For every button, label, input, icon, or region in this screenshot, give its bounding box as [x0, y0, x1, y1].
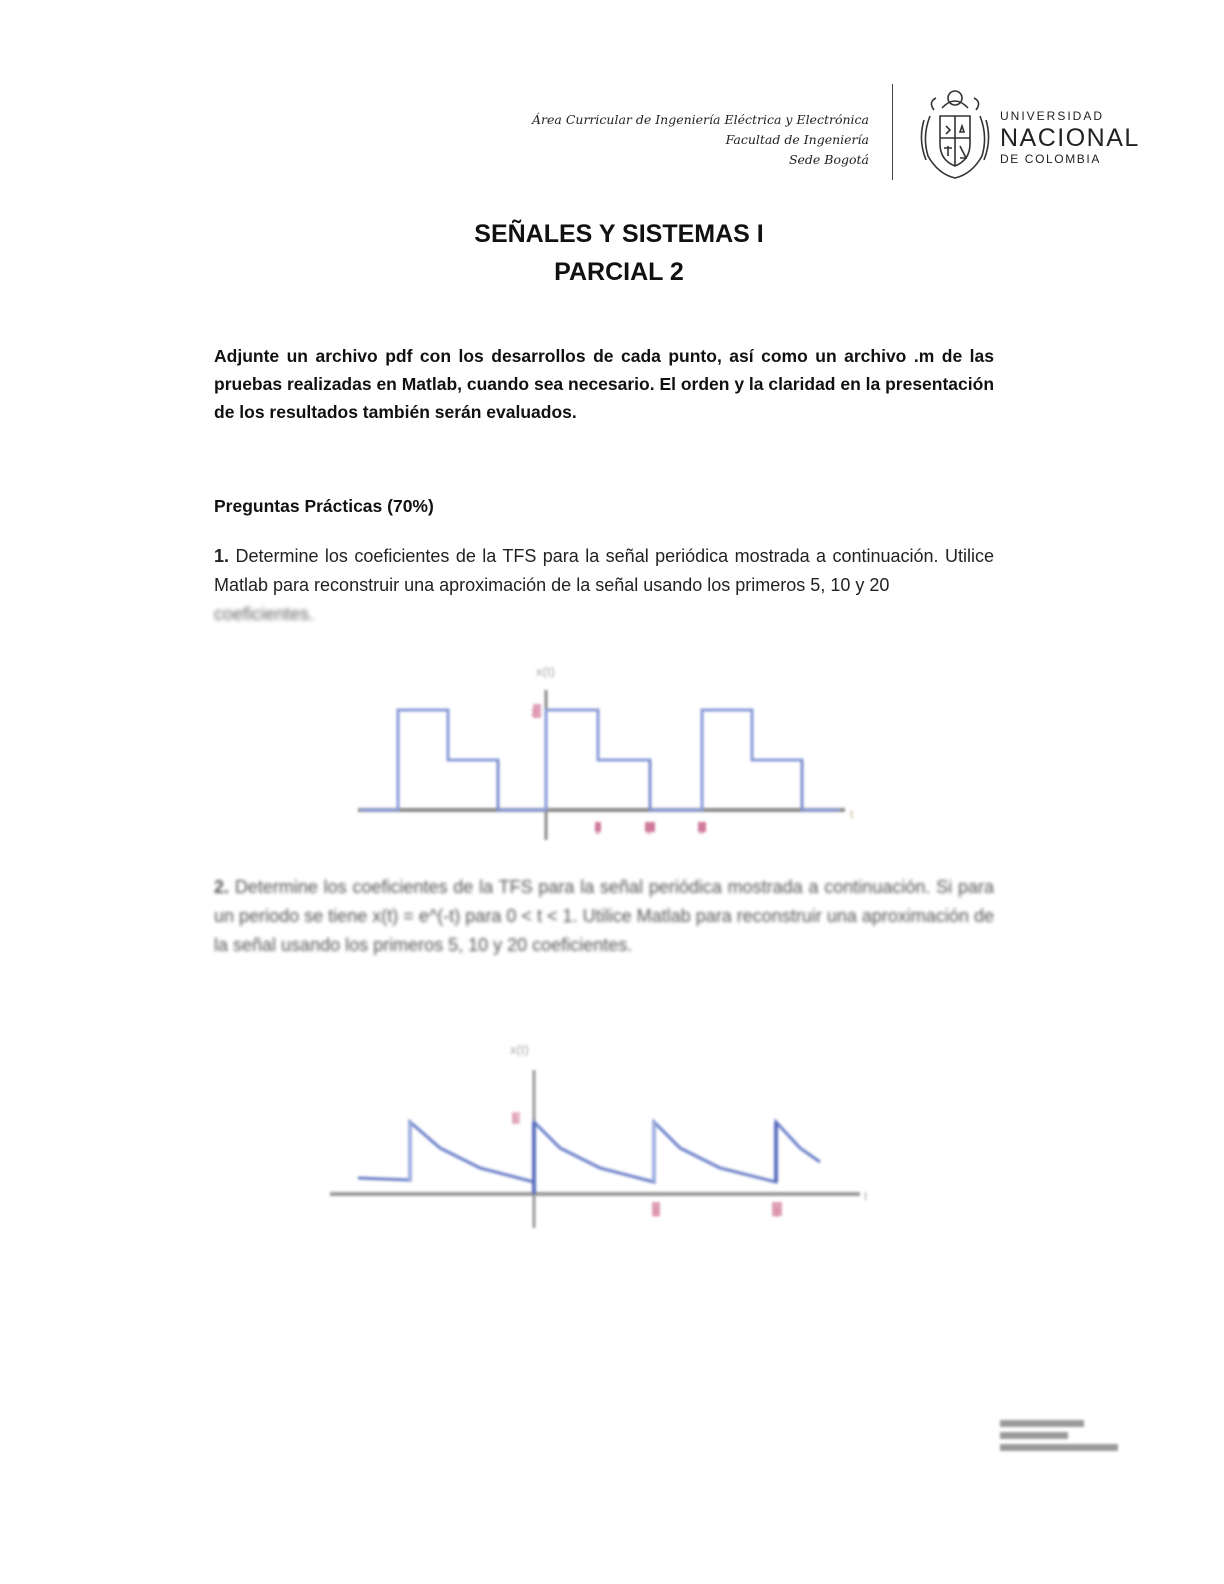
fig2-xlabel: t: [864, 1189, 868, 1203]
university-line2: NACIONAL: [1000, 124, 1140, 152]
fig2-tick-label-2: 2: [774, 1208, 780, 1219]
university-line3: DE COLOMBIA: [1000, 152, 1101, 166]
fig1-amp-label: 2: [531, 708, 537, 719]
fig2-amp-label: 1: [512, 1114, 518, 1125]
question-2-number: 2.: [214, 877, 230, 897]
instructions-paragraph: Adjunte un archivo pdf con los desarrollos de cada punto, así como un archivo .m de las pruebas realizadas en Matlab, cuando sea necesario. El orden y la claridad en la presentación de los resultados también serán evaluados.: [214, 346, 995, 422]
fig1-xlabel: t: [850, 807, 854, 821]
question-2-text: Determine los coeficientes de la TFS para la señal periódica mostrada a continuación. Si para un periodo se tiene x(t) = e^(-t) para 0 < t < 1. Utilice Matlab para reconstruir una aproximación de la señal usando los primeros 5, 10 y 20 coeficientes.: [214, 877, 994, 955]
campus-name: Sede Bogotá: [788, 152, 869, 167]
section-heading: Preguntas Prácticas (70%): [214, 496, 434, 516]
fig1-tick-label-1: 1: [595, 826, 601, 836]
university-name: [1000, 108, 1140, 166]
faculty-name: Facultad de Ingeniería: [725, 132, 869, 147]
university-crest-icon: [916, 86, 994, 180]
fig2-signal: [358, 1122, 820, 1182]
figure-2-signal-plot: [320, 1030, 890, 1230]
university-line1: UNIVERSIDAD: [1000, 109, 1105, 123]
question-1: [214, 542, 994, 629]
question-1-text-tail: coeficientes.: [214, 604, 315, 624]
course-title: SEÑALES Y SISTEMAS I: [474, 220, 764, 248]
figure-1-signal-plot: [340, 652, 880, 842]
department-info: [532, 110, 869, 170]
fig1-signal: [360, 710, 840, 810]
exam-title: PARCIAL 2: [554, 258, 684, 286]
question-2: [214, 873, 994, 960]
footer-contact-block: [1000, 1420, 1120, 1476]
fig2-tick-label-1: 1: [653, 1208, 659, 1219]
fig1-tick-label-3: 3: [699, 826, 705, 836]
question-1-number: 1.: [214, 546, 230, 566]
area-name: Área Curricular de Ingeniería Eléctrica y Electrónica: [532, 112, 869, 127]
fig2-ylabel: x(t): [510, 1042, 529, 1057]
header-divider: [892, 84, 893, 180]
fig1-tick-label-2: 2: [647, 826, 653, 836]
question-1-text: Determine los coeficientes de la TFS para la señal periódica mostrada a continuación. Utilice Matlab para reconstruir una aproximación de la señal usando los primeros 5, 10 y 20: [214, 546, 994, 595]
fig1-ylabel: x(t): [536, 664, 555, 679]
